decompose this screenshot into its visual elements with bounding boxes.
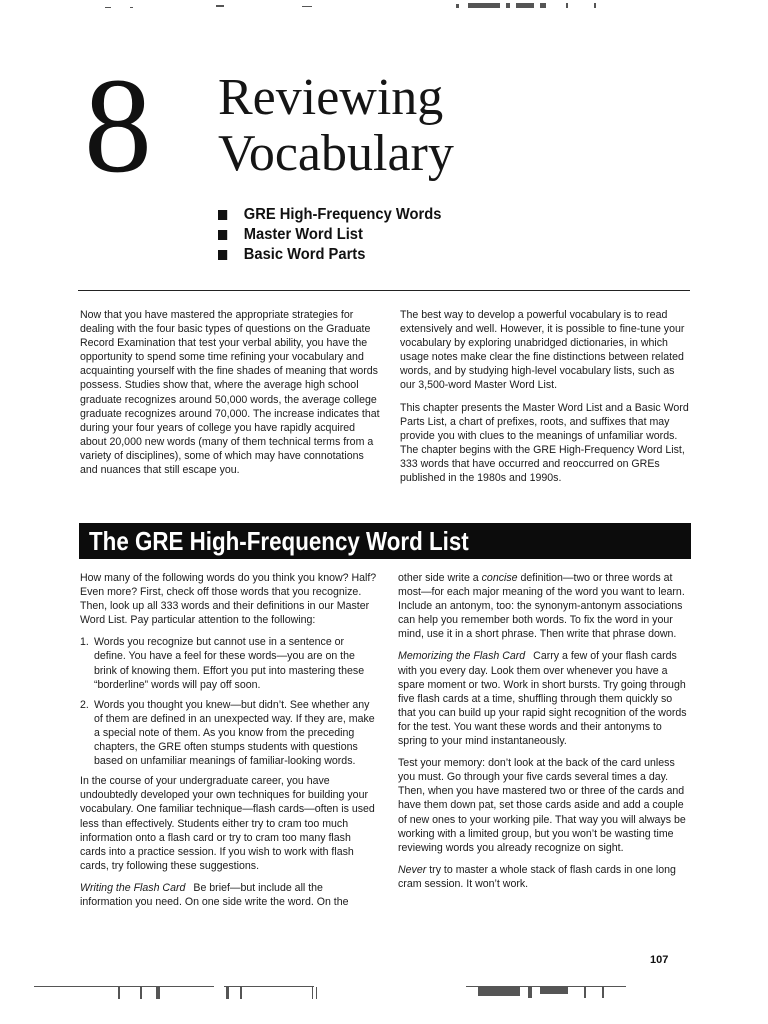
intro-paragraph: The best way to develop a powerful vocabulary is to read extensively and well. However, it is possible to fine-tune your vocabulary by exploring unabridged dictionaries, in which usage notes make clear the fine distinctions between related words, and by studying high-level vocabulary lists, such as our 3,500-word Master Word List. <box>400 309 685 392</box>
body-paragraph <box>398 571 692 641</box>
chapter-title <box>218 70 454 182</box>
topic-label: Basic Word Parts <box>243 246 366 263</box>
scan-artifact-top <box>0 0 768 14</box>
section-heading-banner <box>79 523 691 559</box>
list-number: 1. <box>80 636 89 649</box>
square-bullet-icon <box>218 250 227 260</box>
continued-text: other side write a <box>398 572 479 584</box>
list-number: 2. <box>80 698 89 711</box>
intro-left-column <box>80 308 380 485</box>
body-paragraph: Test your memory: don’t look at the back of the card unless you must. Go through your five cards several times a day. Then, when you have mastered two or three of the cards and have them down pat, set those cards aside and add a couple of new ones to your working pile. That way you will always be working with a limited group, but you won’t be wasting time reviewing words you already recognize on sight. <box>398 757 686 854</box>
scan-artifact-bottom <box>0 982 768 1004</box>
numbered-list-item <box>80 698 378 768</box>
run-in-heading: Memorizing the Flash Card <box>398 650 526 663</box>
chapter-title-line-2: Vocabulary <box>218 125 454 182</box>
body-right-column <box>398 571 692 899</box>
chapter-number: 8 <box>84 51 152 201</box>
list-text: Words you thought you knew—but didn’t. See whether any of them are defined in an unexpected way. If they are, make a special note of them. As you know from the preceding chapters, the GRE often stumps students with questions based on unfamiliar meanings of familiar-looking words. <box>94 698 375 768</box>
continued-text: definition—two or three words at most—for each major meaning of the word you want to learn. Include an antonym, too: the synonym-antonym associations can help you remember both words. To fix the word in your mind, use it in a short phrase. Then write that phrase down. <box>398 572 685 641</box>
topic-label: GRE High-Frequency Words <box>243 206 442 223</box>
topic-label: Master Word List <box>243 226 363 243</box>
chapter-title-line-1: Reviewing <box>218 69 444 126</box>
chapter-topics-list <box>218 205 461 265</box>
intro-paragraph: This chapter presents the Master Word List and a Basic Word Parts List, a chart of prefixes, roots, and suffixes that may provide you with clues to the meanings of unfamiliar words. The chapter begins with the GRE High-Frequency Word List, 333 words that have occurred and reoccurred on GREs published in the 1980s and 1990s. <box>400 401 689 485</box>
emphasis-word: Never <box>398 863 427 876</box>
topic-item <box>218 205 441 225</box>
run-in-heading: Writing the Flash Card <box>80 881 186 894</box>
body-paragraph: In the course of your undergraduate career, you have undoubtedly developed your own techniques for building your vocabulary. One familiar technique—flash cards—often is used less than effectively. Students either try to cram too much information onto a flash card or try to cram too many flash cards into a practice session. If you wish to work with flash cards, try following these suggestions. <box>80 775 375 872</box>
intro-right-column <box>400 308 692 493</box>
run-in-text: Be brief—but include all the information you need. On one side write the word. On the <box>80 881 349 908</box>
numbered-list <box>80 635 378 768</box>
section-heading: The GRE High-Frequency Word List <box>89 526 469 556</box>
body-left-column <box>80 571 378 917</box>
emphasis-word: concise <box>481 572 518 584</box>
body-paragraph <box>398 863 692 891</box>
intro-paragraph: Now that you have mastered the appropriate strategies for dealing with the four basic types of questions on the Graduate Record Examination that test your verbal ability, you have the opportunity to spend some time refining your vocabulary and acquainting yourself with the fine shades of meaning that words possess. Studies show that, where the average high school graduate recognizes around 50,000 words, the average college graduate recognizes around 70,000. The increase indicates that during your four years of college you have rapidly acquired about 20,000 new words (many of them technical terms from a variety of disciplines), some of which may have connotations and nuances that still escape you. <box>80 309 380 477</box>
topic-item <box>218 225 441 245</box>
topic-item <box>218 245 441 265</box>
horizontal-rule <box>78 290 690 291</box>
square-bullet-icon <box>218 230 227 240</box>
list-text: Words you recognize but cannot use in a sentence or define. You have a feel for these words—you are on the brink of knowing them. Effort you put into mastering these “borderline” words will pay off soon. <box>94 636 365 691</box>
run-in-text: try to master a whole stack of flash cards in one long cram session. It won’t work. <box>398 863 676 890</box>
numbered-list-item <box>80 635 378 691</box>
run-in-text: Carry a few of your flash cards with you every day. Look them over whenever you have a spare moment or two. Work in short bursts. Try going through five flash cards at a time, shuffling through them quickly so that you can build up your rapid sight recognition of the words for the test. You want these words and their antonyms to spring to your mind instantaneously. <box>398 650 687 748</box>
square-bullet-icon <box>218 210 227 220</box>
body-paragraph <box>80 881 378 909</box>
page-number: 107 <box>650 954 669 966</box>
body-paragraph: How many of the following words do you think you know? Half? Even more? First, check off those words that you recognize. Then, look up all 333 words and their definitions in our Master Word List. Pay particular attention to the following: <box>80 572 377 627</box>
body-paragraph <box>398 649 692 748</box>
